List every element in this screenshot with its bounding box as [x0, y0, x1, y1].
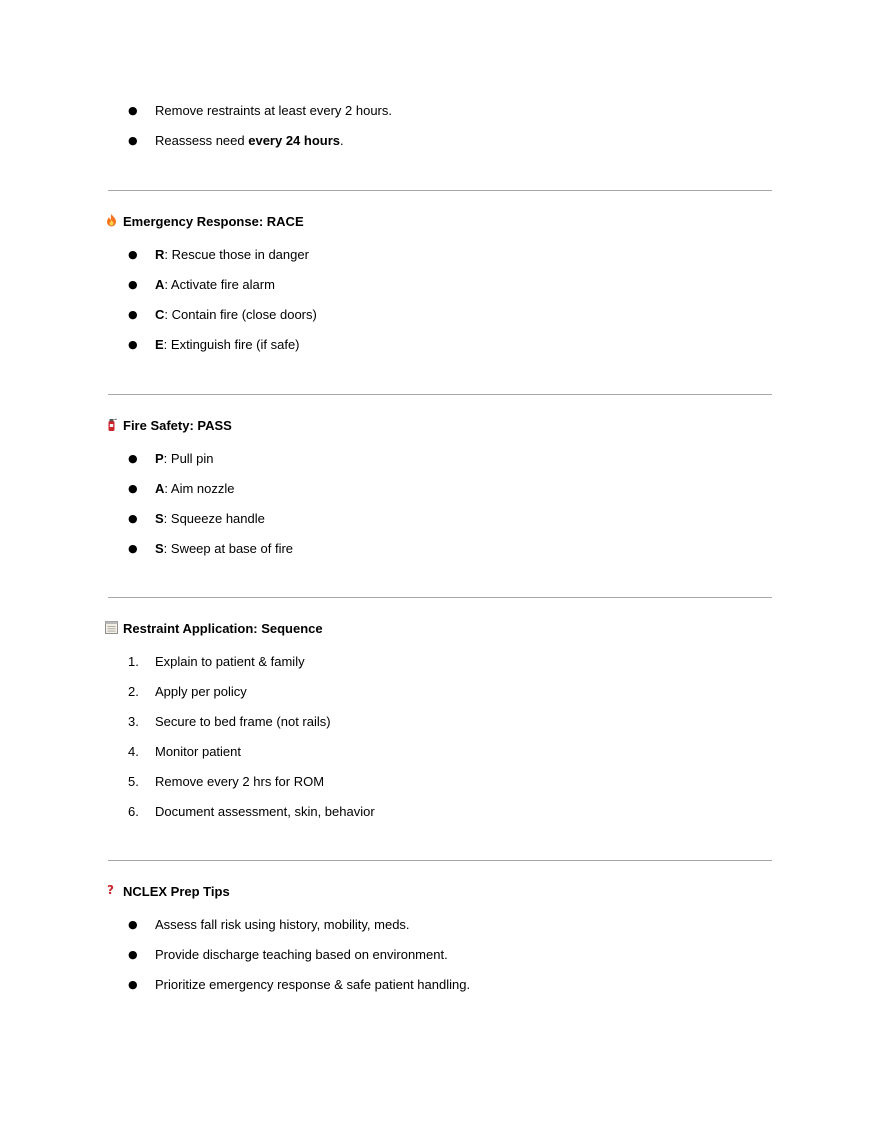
list-item: [0, 947, 880, 977]
list-number: 5.: [128, 774, 139, 789]
divider: [108, 597, 772, 598]
list-item-text: Assess fall risk using history, mobility, meds.: [155, 917, 410, 932]
list-item: [0, 451, 880, 481]
list-item-text: S: Squeeze handle: [155, 511, 265, 526]
list-item-text: E: Extinguish fire (if safe): [155, 337, 300, 352]
list-item: [0, 103, 880, 133]
section-title: Restraint Application: Sequence: [123, 621, 323, 636]
list-item: [0, 337, 880, 367]
pass-list: [0, 451, 880, 571]
bullet: ●: [128, 338, 138, 351]
list-item-text: A: Aim nozzle: [155, 481, 235, 496]
section-title: NCLEX Prep Tips: [123, 884, 230, 899]
section-title: Emergency Response: RACE: [123, 214, 304, 229]
section-heading-nclex: [104, 883, 230, 901]
divider: [108, 394, 772, 395]
bullet: ●: [128, 308, 138, 321]
list-item: [0, 684, 880, 714]
intro-list: [0, 103, 880, 163]
svg-text:?: ?: [107, 883, 114, 897]
section-heading-sequence: [104, 620, 323, 638]
list-item-text: Secure to bed frame (not rails): [155, 714, 331, 729]
bullet: ●: [128, 978, 138, 991]
list-item: [0, 804, 880, 834]
section-heading-pass: [104, 417, 232, 435]
list-item-text: Monitor patient: [155, 744, 241, 759]
bullet: ●: [128, 512, 138, 525]
list-item-text: Apply per policy: [155, 684, 247, 699]
list-number: 3.: [128, 714, 139, 729]
section-heading-race: [104, 213, 304, 231]
list-item: [0, 541, 880, 571]
list-item-text: Reassess need every 24 hours.: [155, 133, 344, 148]
list-item-text: Remove every 2 hrs for ROM: [155, 774, 325, 789]
list-item: [0, 277, 880, 307]
list-item-text: Document assessment, skin, behavior: [155, 804, 375, 819]
list-item-text: Provide discharge teaching based on environment.: [155, 947, 448, 962]
bullet: ●: [128, 452, 138, 465]
list-item: [0, 977, 880, 1007]
nclex-list: [0, 917, 880, 1007]
question-mark-icon: [104, 883, 119, 898]
list-item-text: Prioritize emergency response & safe patient handling.: [155, 977, 471, 992]
list-number: 4.: [128, 744, 139, 759]
bullet: ●: [128, 134, 138, 147]
bullet: ●: [128, 918, 138, 931]
bullet: ●: [128, 278, 138, 291]
bullet: ●: [128, 104, 138, 117]
section-title: Fire Safety: PASS: [123, 418, 232, 433]
list-item: [0, 654, 880, 684]
divider: [108, 190, 772, 191]
bullet: ●: [128, 248, 138, 261]
divider: [108, 860, 772, 861]
list-item: [0, 744, 880, 774]
list-item-text: Explain to patient & family: [155, 654, 305, 669]
list-item-text: R: Rescue those in danger: [155, 247, 309, 262]
notepad-icon: [104, 620, 119, 635]
list-item-text: C: Contain fire (close doors): [155, 307, 317, 322]
list-item-text: A: Activate fire alarm: [155, 277, 275, 292]
bullet: ●: [128, 482, 138, 495]
list-item-text: P: Pull pin: [155, 451, 214, 466]
list-item: [0, 511, 880, 541]
list-item: [0, 247, 880, 277]
list-item: [0, 133, 880, 163]
list-number: 6.: [128, 804, 139, 819]
fire-icon: [104, 213, 119, 228]
fire-extinguisher-icon: [104, 417, 119, 432]
list-item: [0, 714, 880, 744]
list-item: [0, 307, 880, 337]
list-item-text: Remove restraints at least every 2 hours.: [155, 103, 392, 118]
list-item: [0, 774, 880, 804]
list-number: 2.: [128, 684, 139, 699]
bullet: ●: [128, 948, 138, 961]
sequence-list: [0, 654, 880, 834]
list-item-text: S: Sweep at base of fire: [155, 541, 294, 556]
bullet: ●: [128, 542, 138, 555]
race-list: [0, 247, 880, 367]
list-item: [0, 917, 880, 947]
list-number: 1.: [128, 654, 139, 669]
list-item: [0, 481, 880, 511]
